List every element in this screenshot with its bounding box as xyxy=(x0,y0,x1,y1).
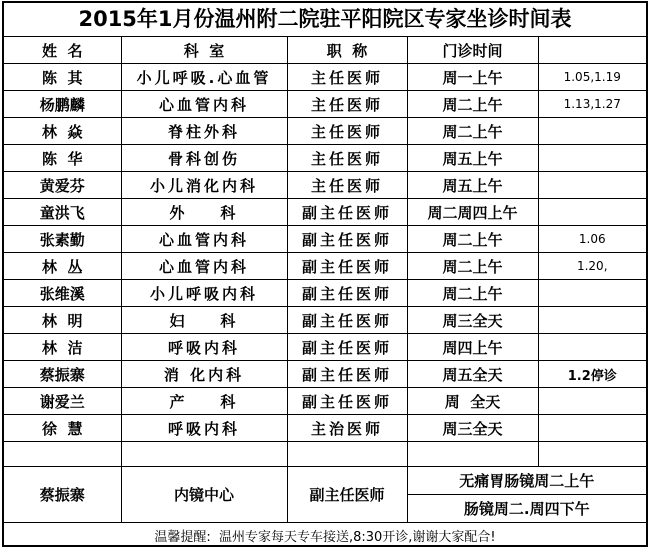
doctor-name: 林 明 xyxy=(4,307,121,334)
note xyxy=(538,334,646,361)
empty-cell xyxy=(121,442,287,467)
department: 产 科 xyxy=(121,388,287,415)
clinic-time: 周四上午 xyxy=(407,334,538,361)
blank-row xyxy=(4,442,646,467)
note xyxy=(538,415,646,442)
table-row xyxy=(4,64,646,91)
note xyxy=(538,280,646,307)
doctor-title: 主任医师 xyxy=(287,64,407,91)
department: 妇 科 xyxy=(121,307,287,334)
department: 小儿消化内科 xyxy=(121,172,287,199)
page-title: 2015年1月份温州附二院驻平阳院区专家坐诊时间表 xyxy=(4,3,646,37)
department: 消 化内科 xyxy=(121,361,287,388)
clinic-time: 周二上午 xyxy=(407,226,538,253)
note xyxy=(538,118,646,145)
clinic-time: 周二上午 xyxy=(407,280,538,307)
doctor-name: 蔡振寨 xyxy=(4,361,121,388)
doctor-title: 副主任医师 xyxy=(287,467,407,523)
department: 心血管内科 xyxy=(121,253,287,280)
doctor-name: 黄爱芬 xyxy=(4,172,121,199)
schedule-table xyxy=(4,36,646,547)
doctor-title: 主任医师 xyxy=(287,118,407,145)
table-row xyxy=(4,91,646,118)
doctor-title: 副主任医师 xyxy=(287,307,407,334)
header-row xyxy=(4,37,646,64)
clinic-time: 周一上午 xyxy=(407,64,538,91)
table-row xyxy=(4,145,646,172)
endoscopy-row xyxy=(4,467,646,495)
table-row xyxy=(4,253,646,280)
note xyxy=(538,145,646,172)
clinic-time: 周五上午 xyxy=(407,145,538,172)
clinic-time: 周 全天 xyxy=(407,388,538,415)
table-row xyxy=(4,172,646,199)
doctor-title: 副主任医师 xyxy=(287,199,407,226)
table-row xyxy=(4,118,646,145)
doctor-name: 张维溪 xyxy=(4,280,121,307)
department: 骨科创伤 xyxy=(121,145,287,172)
note xyxy=(538,199,646,226)
doctor-title: 副主任医师 xyxy=(287,253,407,280)
doctor-title: 主治医师 xyxy=(287,415,407,442)
clinic-time: 周二上午 xyxy=(407,118,538,145)
note: 1.06 xyxy=(538,226,646,253)
clinic-time-line1: 无痛胃肠镜周二上午 xyxy=(407,467,646,495)
clinic-time: 周二上午 xyxy=(407,253,538,280)
footer-row xyxy=(4,523,646,548)
clinic-time: 周三全天 xyxy=(407,415,538,442)
empty-cell xyxy=(4,442,121,467)
schedule-sheet xyxy=(2,1,648,547)
table-row xyxy=(4,307,646,334)
department: 呼吸内科 xyxy=(121,415,287,442)
note: 1.20, xyxy=(538,253,646,280)
note xyxy=(538,172,646,199)
empty-cell xyxy=(407,442,538,467)
clinic-time-line2: 肠镜周二.周四下午 xyxy=(407,495,646,523)
header-department: 科 室 xyxy=(121,37,287,64)
table-row xyxy=(4,415,646,442)
doctor-name: 陈 其 xyxy=(4,64,121,91)
clinic-time: 周五上午 xyxy=(407,172,538,199)
clinic-time: 周五全天 xyxy=(407,361,538,388)
note: 1.2停诊 xyxy=(538,361,646,388)
doctor-name: 林 洁 xyxy=(4,334,121,361)
table-row xyxy=(4,226,646,253)
header-note xyxy=(538,37,646,64)
header-clinic-time: 门诊时间 xyxy=(407,37,538,64)
clinic-time: 周二上午 xyxy=(407,91,538,118)
doctor-name: 徐 慧 xyxy=(4,415,121,442)
note xyxy=(538,307,646,334)
department: 内镜中心 xyxy=(121,467,287,523)
doctor-name: 谢爱兰 xyxy=(4,388,121,415)
doctor-name: 陈 华 xyxy=(4,145,121,172)
table-row xyxy=(4,361,646,388)
doctor-name: 林 焱 xyxy=(4,118,121,145)
doctor-name: 蔡振寨 xyxy=(4,467,121,523)
doctor-title: 主任医师 xyxy=(287,91,407,118)
header-name: 姓 名 xyxy=(4,37,121,64)
note xyxy=(538,388,646,415)
doctor-title: 副主任医师 xyxy=(287,226,407,253)
doctor-title: 副主任医师 xyxy=(287,280,407,307)
clinic-time: 周二周四上午 xyxy=(407,199,538,226)
department: 外 科 xyxy=(121,199,287,226)
table-row xyxy=(4,334,646,361)
department: 脊柱外科 xyxy=(121,118,287,145)
doctor-title: 副主任医师 xyxy=(287,361,407,388)
department: 呼吸内科 xyxy=(121,334,287,361)
department: 心血管内科 xyxy=(121,91,287,118)
department: 小儿呼吸.心血管 xyxy=(121,64,287,91)
doctor-title: 副主任医师 xyxy=(287,334,407,361)
reminder-text: 温馨提醒: 温州专家每天专车接送,8:30开诊,谢谢大家配合! xyxy=(4,523,646,548)
note: 1.05,1.19 xyxy=(538,64,646,91)
doctor-title: 副主任医师 xyxy=(287,388,407,415)
doctor-title: 主任医师 xyxy=(287,172,407,199)
note: 1.13,1.27 xyxy=(538,91,646,118)
doctor-name: 童洪飞 xyxy=(4,199,121,226)
table-row xyxy=(4,199,646,226)
doctor-name: 杨鹏麟 xyxy=(4,91,121,118)
department: 小儿呼吸内科 xyxy=(121,280,287,307)
table-row xyxy=(4,388,646,415)
empty-cell xyxy=(287,442,407,467)
doctor-name: 林 丛 xyxy=(4,253,121,280)
empty-cell xyxy=(538,442,646,467)
clinic-time: 周三全天 xyxy=(407,307,538,334)
header-title: 职 称 xyxy=(287,37,407,64)
doctor-title: 主任医师 xyxy=(287,145,407,172)
table-row xyxy=(4,280,646,307)
doctor-name: 张素勤 xyxy=(4,226,121,253)
department: 心血管内科 xyxy=(121,226,287,253)
